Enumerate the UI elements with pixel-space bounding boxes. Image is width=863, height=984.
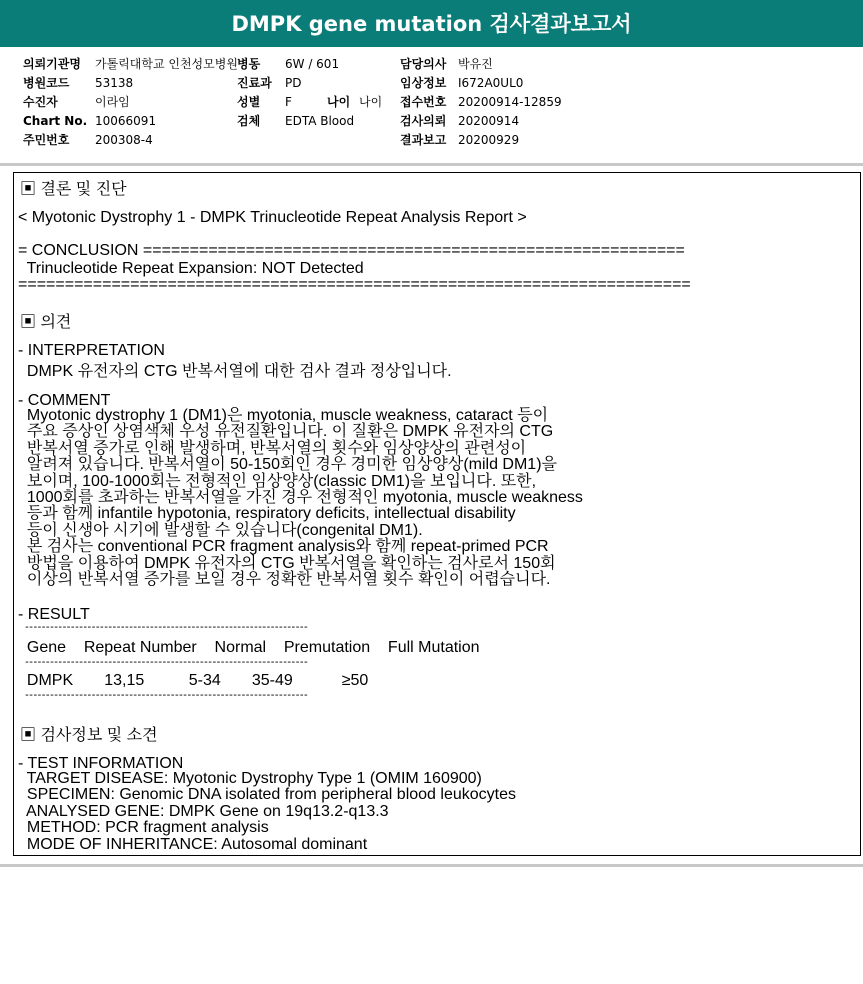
label-specimen: 검체: [237, 114, 261, 128]
value-age: 나이: [359, 95, 383, 109]
value-clinical-info: I672A0UL0: [458, 76, 524, 90]
conclusion-rule: ========================================================================: [18, 276, 691, 293]
section-conclusion-heading: ▣ 결론 및 진단: [20, 181, 127, 198]
value-chart-no: 10066091: [95, 114, 157, 128]
result-dash-mid: --------------------------------------------------------------------: [18, 656, 309, 668]
footer-divider: [0, 864, 863, 867]
value-doctor: 박유진: [458, 57, 493, 71]
label-patient: 수진자: [23, 95, 58, 109]
label-sex: 성별: [237, 95, 261, 109]
comment-line: 이상의 반복서열 증가를 보일 경우 정확한 반복서열 횟수 확인이 어렵습니다.: [18, 570, 551, 588]
value-receipt-no: 20200914-12859: [458, 95, 562, 109]
label-report-date: 결과보고: [400, 133, 447, 147]
header-col2: [237, 56, 382, 132]
conclusion-line: = CONCLUSION ==========================================================: [18, 242, 685, 259]
header-col1: [23, 56, 238, 151]
testinfo-line: METHOD: PCR fragment analysis: [18, 819, 269, 837]
comment-line: Myotonic dystrophy 1 (DM1)은 myotonia, muscle weakness, cataract 등이: [18, 407, 549, 424]
value-institution: 가톨릭대학교 인천성모병원: [95, 57, 238, 71]
label-doctor: 담당의사: [400, 57, 447, 71]
comment-line: 알려져 있습니다. 반복서열이 50-150회인 경우 경미한 임상양상(mild DM1)을: [18, 456, 557, 474]
comment-line: 주요 증상인 상염색체 우성 유전질환입니다. 이 질환은 DMPK 유전자의 CTG: [18, 423, 554, 441]
section-opinion-heading: ▣ 의견: [20, 314, 72, 331]
value-resident-no: 200308-4: [95, 133, 153, 147]
value-sex: F: [285, 95, 292, 109]
label-request-date: 검사의뢰: [400, 114, 447, 128]
label-chart-no: Chart No.: [23, 114, 88, 128]
comment-line: 본 검사는 conventional PCR fragment analysis와 함께 repeat-primed PCR: [18, 538, 549, 556]
testinfo-line: ANALYSED GENE: DMPK Gene on 19q13.2-q13.3: [18, 802, 389, 820]
value-patient: 이라임: [95, 95, 130, 109]
testinfo-block: [18, 771, 516, 853]
testinfo-heading: - TEST INFORMATION: [18, 755, 184, 772]
analysis-report-title: < Myotonic Dystrophy 1 - DMPK Trinucleotide Repeat Analysis Report >: [18, 209, 527, 226]
header-col3: [400, 56, 562, 151]
result-dash-top: --------------------------------------------------------------------: [18, 621, 309, 633]
label-department: 진료과: [237, 76, 272, 90]
comment-line: 반복서열 증가로 인해 발생하며, 반복서열의 횟수와 임상양상의 관련성이: [18, 439, 527, 457]
interpretation-heading: - INTERPRETATION: [18, 342, 165, 359]
result-table-row: DMPK 13,15 5-34 35-49 ≥50: [18, 672, 369, 689]
comment-line: 등이 신생아 시기에 발생할 수 있습니다(congenital DM1).: [18, 521, 423, 539]
result-heading: - RESULT: [18, 606, 90, 623]
value-specimen: EDTA Blood: [285, 114, 355, 128]
value-ward: 6W / 601: [285, 57, 340, 71]
label-hospital-code: 병원코드: [23, 76, 70, 90]
value-hospital-code: 53138: [95, 76, 134, 90]
comment-block: [18, 408, 583, 588]
testinfo-line: MODE OF INHERITANCE: Autosomal dominant: [18, 835, 368, 853]
conclusion-text: Trinucleotide Repeat Expansion: NOT Detected: [18, 260, 364, 277]
label-institution: 의뢰기관명: [23, 57, 81, 71]
value-report-date: 20200929: [458, 133, 520, 147]
testinfo-line: SPECIMEN: Genomic DNA isolated from peripheral blood leukocytes: [18, 786, 516, 804]
report-title: DMPK gene mutation 검사결과보고서: [0, 0, 863, 47]
value-department: PD: [285, 76, 302, 90]
section-testinfo-heading: ▣ 검사정보 및 소견: [20, 727, 158, 744]
label-ward: 병동: [237, 57, 261, 71]
interpretation-text: DMPK 유전자의 CTG 반복서열에 대한 검사 결과 정상입니다.: [18, 363, 452, 380]
label-age: 나이: [327, 95, 351, 109]
comment-heading: - COMMENT: [18, 392, 111, 409]
header-divider: [0, 163, 863, 166]
label-resident-no: 주민번호: [23, 133, 70, 147]
label-receipt-no: 접수번호: [400, 95, 447, 109]
comment-line: 등과 함께 infantile hypotonia, respiratory deficits, intellectual disability: [18, 505, 516, 523]
value-request-date: 20200914: [458, 114, 520, 128]
testinfo-line: TARGET DISEASE: Myotonic Dystrophy Type 1 (OMIM 160900): [18, 770, 482, 787]
result-table-header: Gene Repeat Number Normal Premutation Full Mutation: [18, 639, 480, 656]
label-clinical-info: 임상정보: [400, 76, 447, 90]
result-dash-bottom: --------------------------------------------------------------------: [18, 689, 309, 701]
comment-line: 1000회를 초과하는 반복서열을 가진 경우 전형적인 myotonia, muscle weakness: [18, 488, 583, 506]
comment-line: 보이며, 100-1000회는 전형적인 임상양상(classic DM1)을 보입니다. 또한,: [18, 472, 537, 490]
comment-line: 방법을 이용하여 DMPK 유전자의 CTG 반복서열을 확인하는 검사로서 150회: [18, 554, 556, 572]
